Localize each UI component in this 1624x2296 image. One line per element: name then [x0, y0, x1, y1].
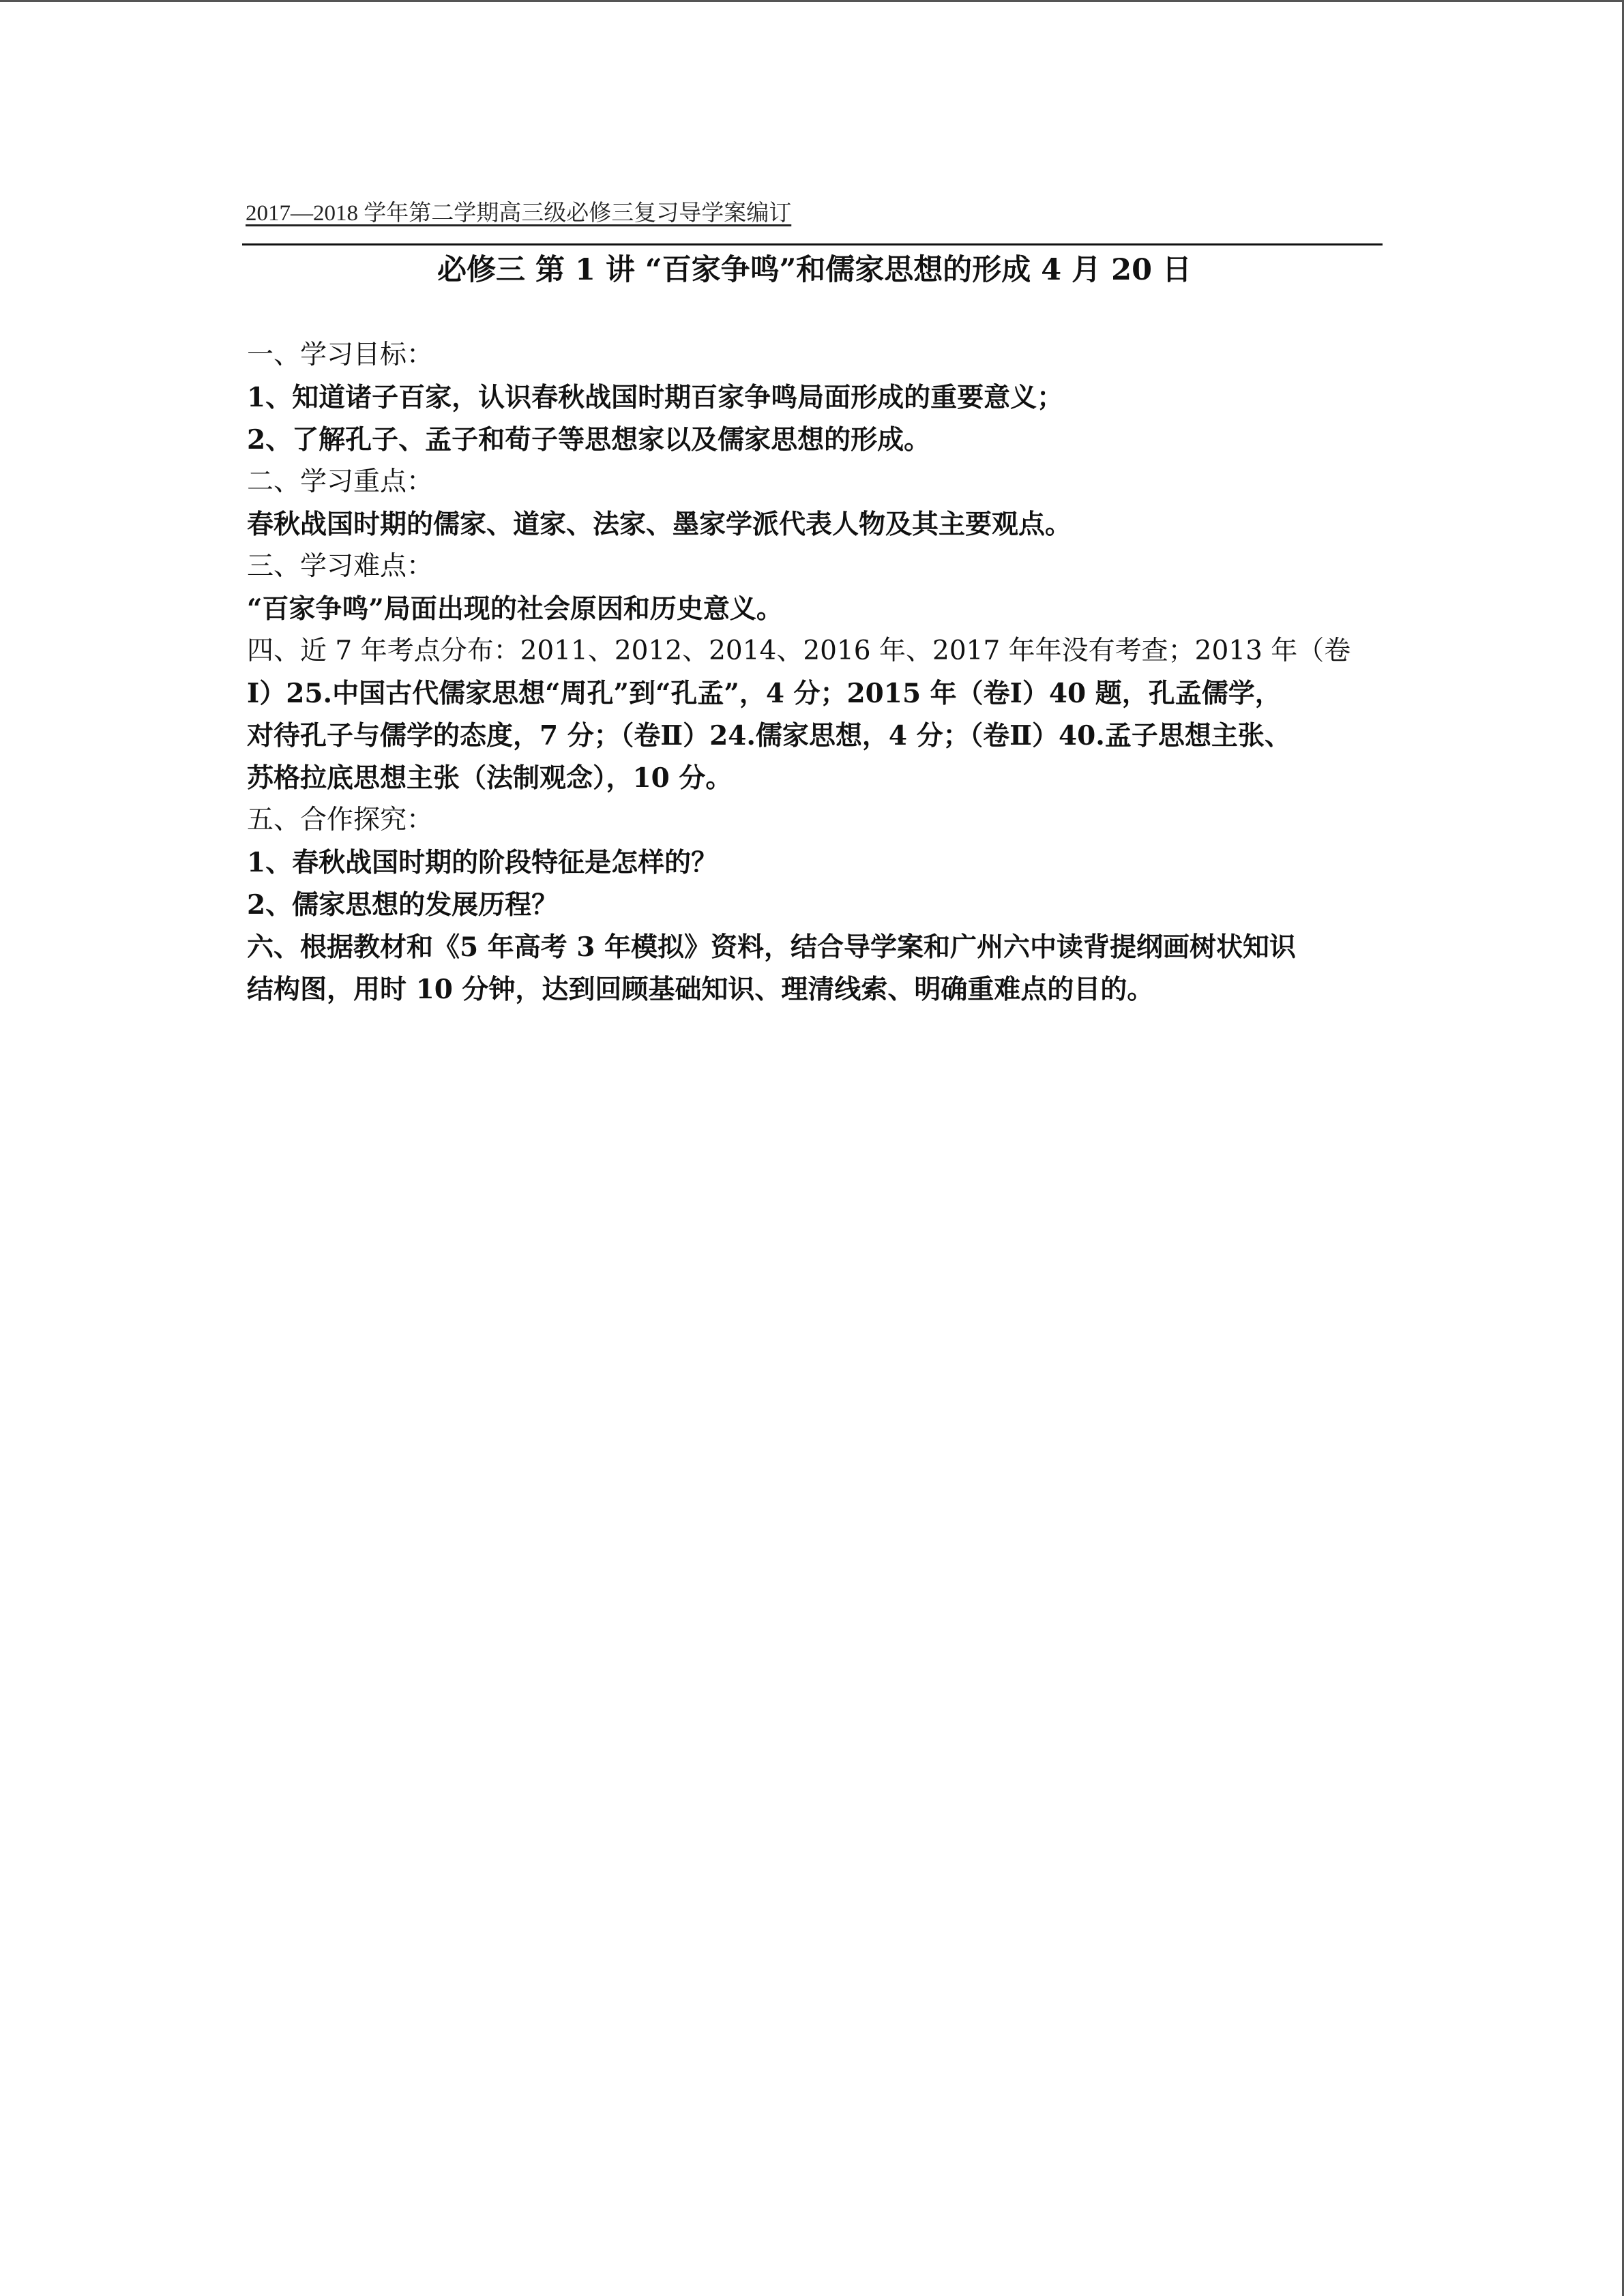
difficulties-text: “百家争鸣”局面出现的社会原因和历史意义。 [247, 593, 783, 625]
inquiry-item-2: 2、儒家思想的发展历程？ [247, 889, 559, 921]
page-frame-top [0, 0, 1624, 2]
goal-item-2: 2、了解孔子、孟子和荀子等思想家以及儒家思想的形成。 [247, 424, 931, 456]
section-heading-inquiry: 五、合作探究： [247, 805, 434, 835]
header-divider [242, 243, 1383, 245]
exam-distribution-line-3: 对待孔子与儒学的态度，7 分；（卷Ⅱ）24.儒家思想，4 分；（卷Ⅱ）40.孟子思想主张、 [247, 720, 1291, 751]
exam-distribution-line-2: Ⅰ）25.中国古代儒家思想“周孔”到“孔孟”，4 分；2015 年（卷Ⅰ）40 题，孔孟儒学， [247, 678, 1282, 709]
section-heading-key-points: 二、学习重点： [247, 466, 434, 497]
page-title [246, 250, 1383, 290]
task-line-1: 六、根据教材和《5 年高考 3 年模拟》资料，结合导学案和广州六中读背提纲画树状知识 [247, 931, 1297, 963]
exam-distribution-line-4: 苏格拉底思想主张（法制观念），10 分。 [247, 762, 733, 794]
section-heading-goals: 一、学习目标： [247, 340, 434, 370]
title-date: 4 月 20 日 [1041, 253, 1192, 287]
title-lesson: 必修三 第 1 讲 [437, 253, 635, 287]
exam-distribution-line-1: 四、近 7 年考点分布：2011、2012、2014、2016 年、2017 年年没有考查；2013 年（卷 [247, 636, 1351, 666]
document-header: 2017—2018 学年第二学期高三级必修三复习导学案编订 [246, 201, 792, 226]
key-points-text: 春秋战国时期的儒家、道家、法家、墨家学派代表人物及其主要观点。 [247, 509, 1072, 540]
inquiry-item-1: 1、春秋战国时期的阶段特征是怎样的？ [247, 847, 718, 878]
title-topic: “百家争鸣”和儒家思想的形成 [645, 253, 1031, 287]
section-heading-difficulties: 三、学习难点： [247, 551, 434, 582]
document-body [247, 334, 1393, 1011]
task-line-2: 结构图，用时 10 分钟，达到回顾基础知识、理清线索、明确重难点的目的。 [247, 974, 1154, 1005]
goal-item-1: 1、知道诸子百家，认识春秋战国时期百家争鸣局面形成的重要意义； [247, 382, 1064, 413]
